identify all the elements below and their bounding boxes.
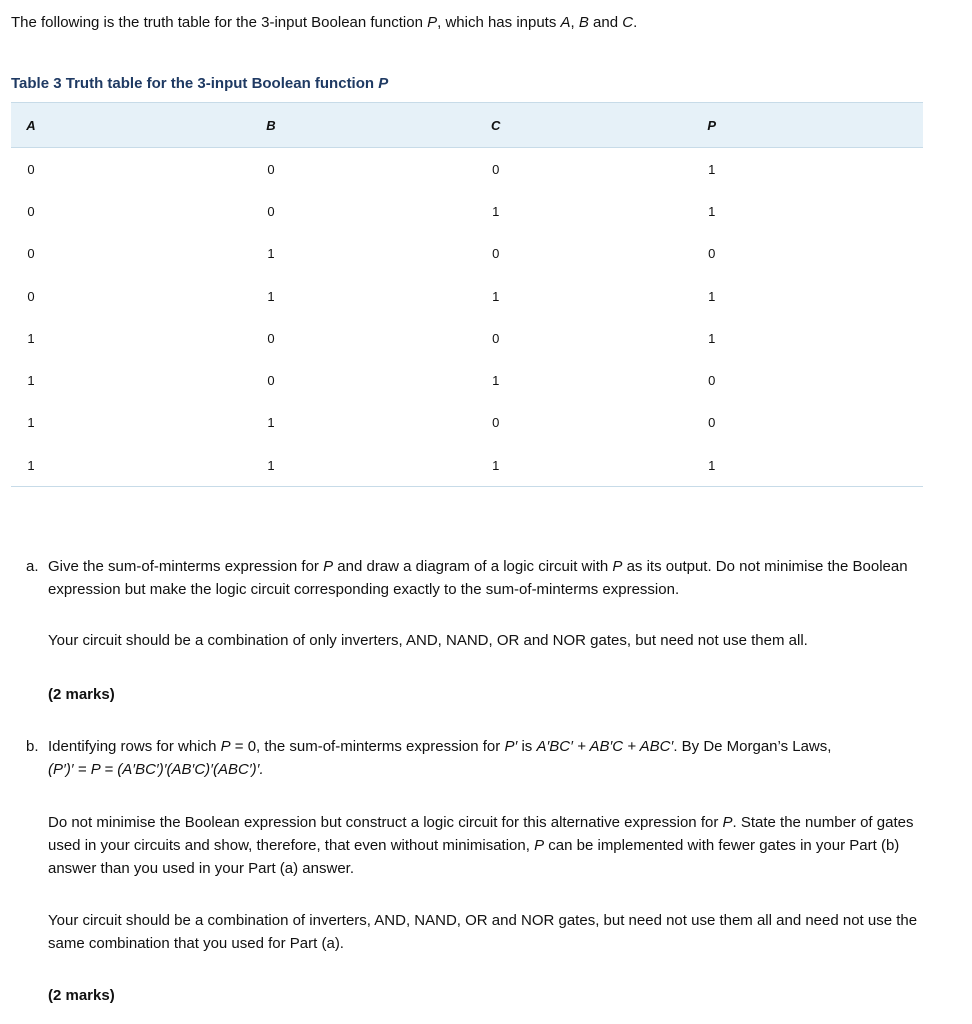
cell-c: 1 [492,288,500,304]
part-b-text-2: = 0, the sum-of-minterms expression for [230,738,505,755]
part-b-label: b. [26,738,39,755]
cell-a: 0 [27,288,35,304]
cell-p: 1 [500,444,923,487]
table-row [11,275,923,317]
part-b-text-4: . By De Morgan’s Laws, [673,738,832,755]
cell-p: 0 [708,246,716,262]
part-b-p2-var-p-1: P [722,814,733,831]
cell-c: 0 [492,246,500,262]
part-b-var-p-prime: P′ [504,738,518,755]
part-a-text-1: Give the sum-of-minterms expression for [48,558,324,575]
cell-a: 1 [27,415,35,431]
intro-var-p: P [427,14,438,31]
cell-p: 1 [708,288,716,304]
cell-c: 0 [492,330,500,346]
cell-b: 0 [267,373,275,389]
cell-c: 0 [492,415,500,431]
part-a-marks: (2 marks) [48,686,115,703]
part-a-paragraph-1 [48,555,928,601]
cell-a: 1 [11,444,51,487]
cell-c: 1 [491,444,500,487]
intro-var-c: C [622,14,634,31]
table-row [11,317,923,359]
cell-p: 1 [708,203,716,219]
intro-comma: , [570,14,579,31]
part-b-paragraph-1 [48,735,928,781]
cell-a: 0 [27,203,35,219]
part-b-marks: (2 marks) [48,987,115,1004]
cell-c: 0 [492,161,500,177]
part-b-paragraph-2 [48,811,928,880]
header-p: P [707,117,717,133]
intro-var-b: B [578,14,589,31]
header-b: B [266,117,276,133]
part-b-p2-var-p-2: P [534,837,545,854]
part-b-var-p: P [220,738,231,755]
table-caption [11,74,388,94]
intro-text [11,13,637,33]
table-row [11,359,923,401]
intro-text-mid: , which has inputs [437,14,561,31]
part-b-expression: A′BC′ + AB′C + ABC′ [536,738,674,755]
table-row [11,233,923,275]
part-a-text-2: and draw a diagram of a logic circuit with [333,558,613,575]
cell-a: 1 [27,373,35,389]
truth-table [11,102,923,487]
cell-a: 0 [27,246,35,262]
table-row [11,402,923,444]
part-a-var-p-2: P [612,558,623,575]
cell-p: 0 [708,373,716,389]
intro-text-start: The following is the truth table for the 3-input Boolean function [11,14,428,31]
table-caption-label: Table 3 Truth table for the 3-input Boolean function [11,75,379,92]
header-c: C [491,117,501,133]
cell-b: 1 [267,246,275,262]
table-row [11,148,923,191]
part-a-label: a. [26,558,39,575]
part-b-text-3: is [517,738,537,755]
cell-b: 1 [51,444,491,487]
cell-p: 1 [708,161,716,177]
table-row [11,190,923,232]
cell-c: 1 [492,373,500,389]
part-b-p2-text-2: . State the number of gates used in your circuits and show, therefore, that even without minimisation, [48,814,914,854]
part-b-text-1: Identifying rows for which [48,738,221,755]
table-caption-var: P [378,75,389,92]
part-b-p2-text-3: can be implemented with fewer gates in your Part (b) answer than you used in your Part (a) answer. [48,837,900,877]
cell-p: 1 [708,330,716,346]
part-a-text-3: as its output. Do not minimise the Boolean expression but make the logic circuit corresponding exactly to the sum-of-minterms expression. [48,558,908,598]
cell-a: 1 [27,330,35,346]
part-b-de-morgan-expression: (P′)′ = P = (A′BC′)′(AB′C)′(ABC′)′. [48,761,264,778]
cell-b: 1 [267,288,275,304]
table-row [11,444,923,487]
part-a-var-p-1: P [323,558,334,575]
intro-period: . [633,14,638,31]
cell-b: 0 [267,330,275,346]
cell-b: 1 [267,415,275,431]
part-a-paragraph-2: Your circuit should be a combination of only inverters, AND, NAND, OR and NOR gates, but need not use them all. [48,632,808,649]
cell-b: 0 [267,203,275,219]
intro-and: and [588,14,623,31]
part-b-paragraph-3: Your circuit should be a combination of inverters, AND, NAND, OR and NOR gates, but need not use them all and need not use the same combination that you used for Part (a). [48,912,918,952]
truth-table-header-row [11,103,923,148]
intro-var-a: A [560,14,571,31]
cell-p: 0 [708,415,716,431]
header-a: A [26,117,36,133]
part-b-p2-text-1: Do not minimise the Boolean expression but construct a logic circuit for this alternative expression for [48,814,723,831]
cell-a: 0 [27,161,35,177]
cell-b: 0 [267,161,275,177]
cell-c: 1 [492,203,500,219]
